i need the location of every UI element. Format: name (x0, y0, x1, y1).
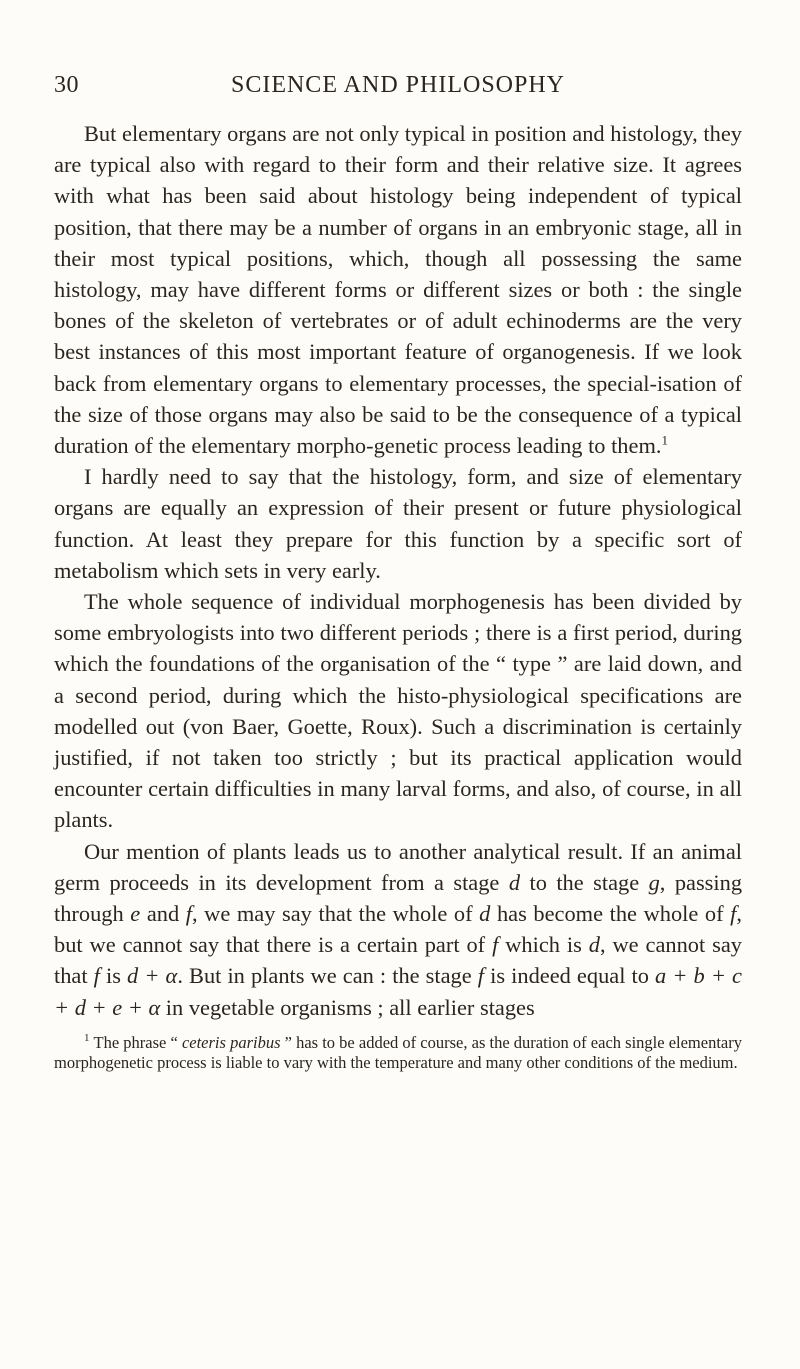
italic-variable: f (477, 963, 485, 989)
paragraph-text: , we cannot say that (54, 932, 743, 989)
italic-variable: f (492, 932, 499, 958)
paragraph-text: , we may say that the whole of (191, 901, 480, 927)
paragraph-text: in vegetable organisms ; all earlier stages (160, 994, 535, 1020)
italic-variable: f (93, 963, 100, 989)
paragraph-text: has become the whole of (490, 901, 731, 927)
paragraph-text: But elementary organs are not only typical in position and histology, they are typical also with regard to their form and their relative size. It agrees with what has been said about histology being independent of typical position, that there may be a number of organs in an embryonic stage, all in their most typical positions, which, though all possessing the same histology, may have different forms or different sizes or both : the single bones of the skeleton of vertebrates or of adult echinoderms are the very best instances of this most important feature of organogenesis. If we look back from elementary organs to elementary processes, the special-isation of the size of those organs may also be said to be the consequence of a typical duration of the elementary morpho-genetic process leading to them. (54, 121, 742, 459)
footnote (54, 1033, 742, 1074)
paragraph-text: , passing through (54, 869, 743, 927)
paragraph-text: which is (498, 932, 589, 958)
italic-expression: a + b + c + d + e + α (54, 963, 742, 1020)
italic-variable: e (130, 901, 141, 927)
paragraph-text: to the stage (520, 869, 649, 895)
page-number: 30 (54, 72, 79, 98)
footnote-italic-phrase: ceteris paribus (181, 1032, 281, 1052)
italic-variable: d (588, 932, 600, 958)
italic-variable: d (479, 901, 491, 927)
footnote-mark: 1 (84, 1032, 90, 1045)
body-text (54, 118, 742, 1023)
italic-variable: f (185, 901, 192, 927)
book-page (54, 72, 742, 1074)
paragraph-text: is (99, 963, 128, 989)
paragraph-text: Our mention of plants leads us to another analytical result. If an animal germ proceeds in its development from a stage (54, 838, 742, 895)
paragraph (54, 836, 742, 1023)
italic-variable: f (730, 901, 737, 927)
footnote-text: ” has to be added of course, as the duration of each single elementary morphogenetic process is liable to vary with the temperature and many other conditions of the medium. (54, 1032, 742, 1073)
paragraph: I hardly need to say that the histology, form, and size of elementary organs are equally an expression of their present or future physiological function. At least they prepare for this function by a specific sort of metabolism which sets in very early. (54, 464, 742, 583)
italic-variable: d (508, 869, 521, 895)
paragraph: The whole sequence of individual morphogenesis has been divided by some embryologists into two different periods ; there is a first period, during which the foundations of the organisation of the “ type ” are laid down, and a second period, during which the histo-physiological specifications are modelled out (von Baer, Goette, Roux). Such a discrimination is certainly justified, if not taken too strictly ; but its practical application would encounter certain difficulties in many larval forms, and also, of course, in all plants. (54, 589, 742, 833)
page-header (54, 72, 742, 108)
paragraph-text: and (140, 901, 186, 927)
italic-variable: g (648, 869, 660, 895)
italic-expression: d + α (127, 963, 178, 989)
footnote-text: The phrase “ (93, 1032, 182, 1052)
paragraph-text: is indeed equal to (484, 963, 656, 989)
paragraph (54, 118, 742, 461)
paragraph-text: . But in plants we can : the stage (177, 963, 478, 989)
paragraph-text: , but we cannot say that there is a certain part of (54, 901, 742, 958)
footnote-reference: 1 (661, 432, 668, 448)
running-title: SCIENCE AND PHILOSOPHY (230, 72, 566, 98)
